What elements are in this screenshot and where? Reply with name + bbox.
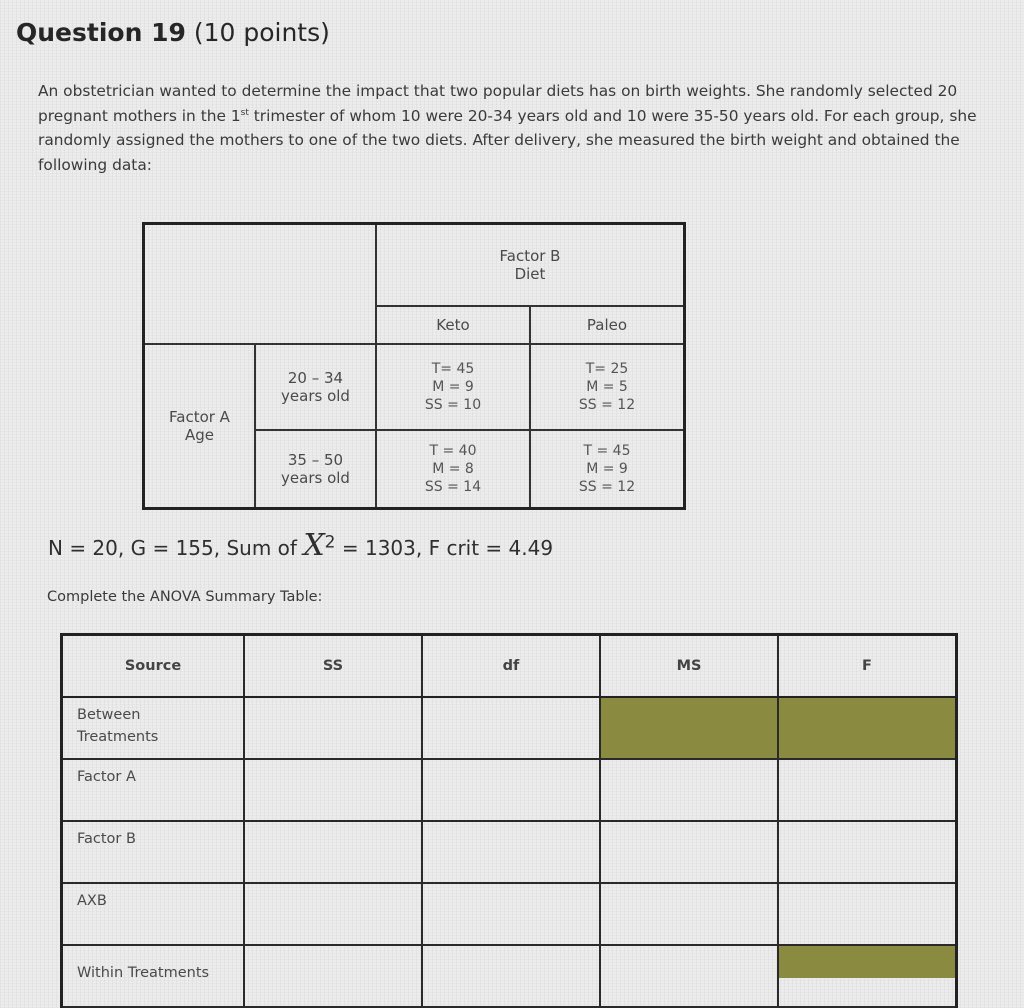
df-input-cell[interactable] [422, 821, 600, 883]
anova-table [60, 633, 958, 1008]
source-cell [62, 821, 245, 883]
ms-input-cell[interactable] [600, 945, 778, 1007]
stat-m: M = 5 [586, 379, 628, 395]
problem-text-b: trimester of whom 10 were 20-34 years old and 10 were 35-50 years old. For each group, she randomly assigned the mothers to one of the two diets. After delivery, she measured the birth weight and obtained the following data: [38, 106, 977, 174]
problem-sup: st [240, 107, 249, 118]
header-ss: SS [244, 635, 422, 698]
factor-a-name: Age [184, 426, 214, 444]
row2-line2: years old [281, 469, 350, 487]
stat-ss: SS = 12 [578, 397, 636, 413]
stat-t: T= 25 [585, 361, 629, 377]
problem-text-a: An obstetrician wanted to determine the impact that two popular diets has on birth weights. She randomly selected 20 pregnant mothers in the 1 [38, 82, 958, 125]
f-shaded-cell [778, 697, 957, 759]
factor-a-label: Factor A [169, 408, 230, 426]
df-input-cell[interactable] [422, 697, 600, 759]
factor-b-label: Factor B [499, 247, 561, 265]
row1-line2: years old [281, 387, 350, 405]
table-row [62, 945, 957, 1007]
source-line1: AXB [77, 893, 107, 909]
row2-line1: 35 – 50 [287, 451, 344, 469]
stats-x: X [303, 528, 325, 563]
cell-r1-paleo [530, 344, 685, 430]
col-keto: Keto [376, 306, 530, 344]
f-input-cell[interactable] [778, 759, 957, 821]
factor-a-header [144, 344, 255, 509]
f-input-cell[interactable] [778, 821, 957, 883]
row-20-34 [255, 344, 376, 430]
stat-t: T = 40 [429, 443, 477, 459]
ss-input-cell[interactable] [244, 759, 422, 821]
df-input-cell[interactable] [422, 945, 600, 1007]
source-line1: Factor B [77, 831, 136, 847]
stat-ss: SS = 10 [424, 397, 482, 413]
cell-r2-paleo [530, 430, 685, 509]
stat-ss: SS = 14 [424, 479, 482, 495]
question-title [16, 18, 330, 47]
factor-b-header [376, 224, 685, 307]
row-35-50 [255, 430, 376, 509]
table-row [62, 697, 957, 759]
table-row [62, 821, 957, 883]
header-df: df [422, 635, 600, 698]
stats-sup: 2 [324, 532, 336, 553]
ms-shaded-cell [600, 697, 778, 759]
ss-input-cell[interactable] [244, 883, 422, 945]
problem-statement [38, 79, 998, 177]
stat-m: M = 9 [586, 461, 628, 477]
f-input-cell[interactable] [778, 883, 957, 945]
row1-line1: 20 – 34 [287, 369, 344, 387]
stats-suffix: = 1303, F crit = 4.49 [341, 536, 554, 560]
table-row [62, 759, 957, 821]
df-input-cell[interactable] [422, 759, 600, 821]
summary-stats [48, 528, 553, 563]
cell-r2-keto [376, 430, 530, 509]
f-shade-strip [779, 946, 955, 978]
stat-m: M = 9 [432, 379, 474, 395]
data-table [142, 222, 686, 510]
source-cell [62, 759, 245, 821]
ss-input-cell[interactable] [244, 945, 422, 1007]
col-paleo: Paleo [530, 306, 685, 344]
header-f: F [778, 635, 957, 698]
f-partial-shaded-cell [778, 945, 957, 1007]
question-number: Question 19 [16, 18, 186, 47]
stat-m: M = 8 [432, 461, 474, 477]
table-row [62, 883, 957, 945]
source-line1: Between [77, 707, 141, 723]
ms-input-cell[interactable] [600, 883, 778, 945]
header-ms: MS [600, 635, 778, 698]
source-cell [62, 945, 245, 1007]
header-source: Source [62, 635, 245, 698]
question-points: (10 points) [193, 18, 330, 47]
stat-ss: SS = 12 [578, 479, 636, 495]
ms-input-cell[interactable] [600, 759, 778, 821]
source-cell [62, 883, 245, 945]
stat-t: T= 45 [431, 361, 475, 377]
source-line1: Factor A [77, 769, 136, 785]
instruction: Complete the ANOVA Summary Table: [47, 589, 323, 605]
stat-t: T = 45 [583, 443, 631, 459]
ss-input-cell[interactable] [244, 821, 422, 883]
stats-prefix: N = 20, G = 155, Sum of [48, 536, 297, 560]
source-cell [62, 697, 245, 759]
df-input-cell[interactable] [422, 883, 600, 945]
source-line2: Treatments [77, 729, 159, 745]
empty-corner [144, 224, 377, 345]
ss-input-cell[interactable] [244, 697, 422, 759]
source-line1: Within Treatments [77, 965, 210, 981]
cell-r1-keto [376, 344, 530, 430]
ms-input-cell[interactable] [600, 821, 778, 883]
factor-b-name: Diet [514, 265, 546, 283]
